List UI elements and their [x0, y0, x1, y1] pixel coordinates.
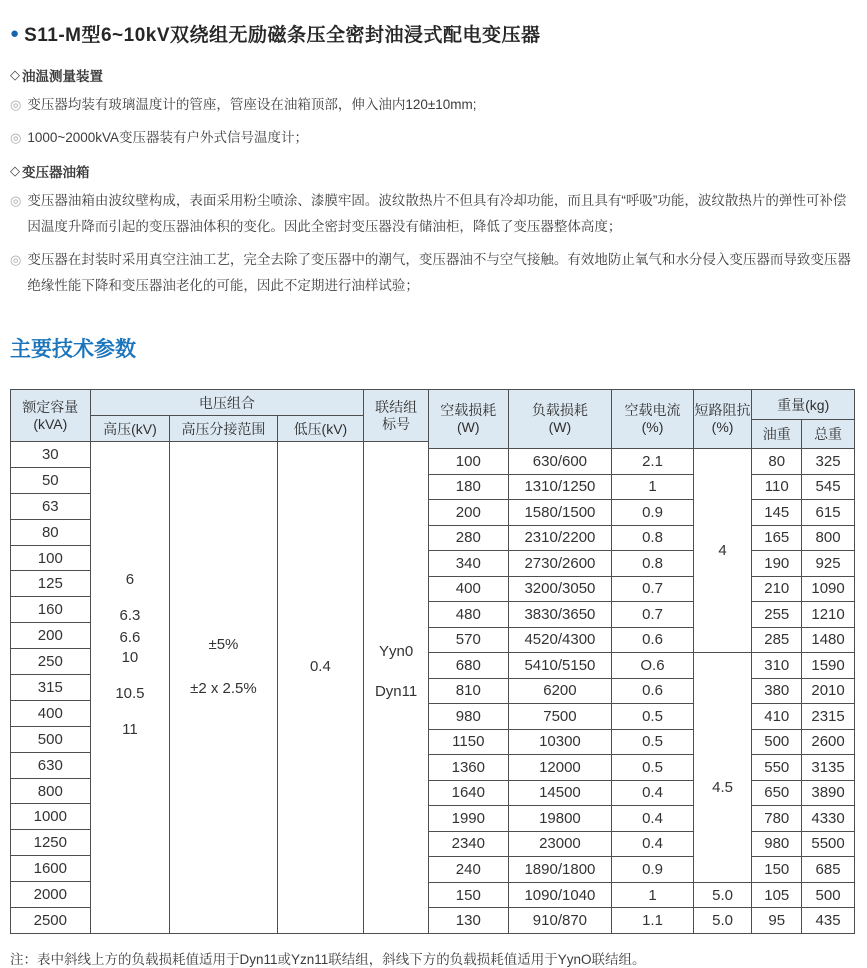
total-weight-cell: 325: [802, 449, 855, 475]
table-row: [429, 780, 855, 806]
noload-cell: 1360: [429, 755, 509, 781]
load-cell: 1310/1250: [508, 474, 612, 500]
col-capacity: [11, 390, 91, 442]
capacity-cell: 2500: [11, 908, 91, 934]
capacity-cell: 1250: [11, 830, 91, 856]
params-table-left: [10, 389, 429, 934]
load-cell: 2310/2200: [508, 525, 612, 551]
table-row: [429, 474, 855, 500]
capacity-cell: 80: [11, 519, 91, 545]
current-cell: 2.1: [612, 449, 693, 475]
impedance-cell: 4: [693, 449, 752, 653]
oil-weight-cell: 780: [752, 806, 802, 832]
noload-cell: 200: [429, 500, 509, 526]
col-load-line1: 负载损耗: [531, 402, 588, 418]
current-cell: 0.6: [612, 678, 693, 704]
total-weight-cell: 2600: [802, 729, 855, 755]
table-body: [429, 449, 855, 934]
noload-cell: 340: [429, 551, 509, 577]
hv-value: 6.3: [119, 606, 141, 624]
total-weight-cell: 615: [802, 500, 855, 526]
oil-weight-cell: 380: [752, 678, 802, 704]
current-cell: 0.8: [612, 525, 693, 551]
capacity-cell: 2000: [11, 882, 91, 908]
noload-cell: 480: [429, 602, 509, 628]
noload-cell: 2340: [429, 831, 509, 857]
oil-weight-cell: 210: [752, 576, 802, 602]
col-vector-line1: 联结组: [375, 398, 418, 415]
list-item-text: 变压器油箱由波纹壁构成，表面采用粉尘喷涂、漆膜牢固。波纹散热片不但具有冷却功能，而且具有“呼吸”功能，波纹散热片的弹性可补偿因温度升降而引起的变压器油体积的变化。因此全密封变压器没有储油柜，降低了变压器整体高度；: [27, 193, 847, 234]
capacity-cell: 400: [11, 700, 91, 726]
oil-weight-cell: 285: [752, 627, 802, 653]
current-cell: 0.7: [612, 602, 693, 628]
oil-weight-cell: 145: [752, 500, 802, 526]
capacity-cell: 315: [11, 675, 91, 701]
col-tap-range: 高压分接范围: [170, 416, 277, 442]
capacity-cell: 1600: [11, 856, 91, 882]
table-row: [429, 857, 855, 883]
hv-value: 6.6: [119, 628, 141, 646]
table-row: [429, 729, 855, 755]
table-row: [429, 755, 855, 781]
total-weight-cell: 3135: [802, 755, 855, 781]
col-load-line2: (W): [548, 419, 572, 435]
list-item-text: 变压器均装有玻璃温度计的管座，管座设在油箱顶部，伸入油内120±10mm;: [27, 97, 477, 112]
current-cell: 0.5: [612, 704, 693, 730]
current-cell: 1: [612, 882, 693, 908]
noload-cell: 180: [429, 474, 509, 500]
noload-cell: 1640: [429, 780, 509, 806]
total-weight-cell: 925: [802, 551, 855, 577]
table-row: [429, 576, 855, 602]
capacity-cell: 100: [11, 545, 91, 571]
noload-cell: 810: [429, 678, 509, 704]
vector-value: Yyn0: [378, 642, 414, 660]
load-cell: 10300: [508, 729, 612, 755]
table-body: [11, 442, 429, 934]
header-row: [11, 390, 429, 416]
table-footnote: 注：表中斜线上方的负载损耗值适用于Dyn11或Yzn11联结组，斜线下方的负载损耗值适用于YynO联结组。: [10, 952, 646, 967]
col-impedance: [693, 390, 752, 449]
oil-weight-cell: 110: [752, 474, 802, 500]
noload-cell: 100: [429, 449, 509, 475]
table-row: [429, 627, 855, 653]
load-cell: 6200: [508, 678, 612, 704]
current-cell: 0.9: [612, 857, 693, 883]
table-row: [429, 602, 855, 628]
technical-parameters-table: [10, 389, 855, 934]
table-row: [429, 449, 855, 475]
circle-bullet-icon: ◎: [10, 193, 22, 208]
noload-cell: 1150: [429, 729, 509, 755]
current-cell: 0.8: [612, 551, 693, 577]
params-table-right: [428, 389, 855, 934]
section-heading-oil-temp: [10, 65, 855, 85]
capacity-cell: 125: [11, 571, 91, 597]
col-noload-line2: (W): [457, 419, 480, 435]
current-cell: 1.1: [612, 908, 693, 934]
table-row: [429, 653, 855, 679]
header-row: [429, 390, 855, 420]
oil-weight-cell: 80: [752, 449, 802, 475]
capacity-cell: 30: [11, 442, 91, 468]
tap-range-cell: [170, 442, 277, 934]
table-row: [429, 678, 855, 704]
capacity-cell: 630: [11, 752, 91, 778]
impedance-cell: 4.5: [693, 653, 752, 883]
capacity-cell: 160: [11, 597, 91, 623]
oil-weight-cell: 95: [752, 908, 802, 934]
hv-value: 11: [122, 720, 138, 738]
col-lv: 低压(kV): [277, 416, 364, 442]
col-impedance-line1: 短路阻抗: [694, 402, 751, 418]
capacity-cell: 800: [11, 778, 91, 804]
col-current-line1: 空载电流: [624, 402, 681, 418]
list-item: [10, 247, 855, 299]
circle-bullet-icon: ◎: [10, 97, 22, 112]
oil-weight-cell: 255: [752, 602, 802, 628]
oil-weight-cell: 550: [752, 755, 802, 781]
table-row: [429, 806, 855, 832]
load-cell: 12000: [508, 755, 612, 781]
table-row: [429, 704, 855, 730]
bullet-icon: ●: [10, 25, 20, 42]
tap-value: ±2 x 2.5%: [190, 679, 257, 697]
capacity-cell: 50: [11, 467, 91, 493]
total-weight-cell: 4330: [802, 806, 855, 832]
table-header: [429, 390, 855, 449]
oil-weight-cell: 500: [752, 729, 802, 755]
total-weight-cell: 1590: [802, 653, 855, 679]
capacity-cell: 500: [11, 726, 91, 752]
noload-cell: 400: [429, 576, 509, 602]
impedance-cell: 5.0: [693, 882, 752, 908]
total-weight-cell: 685: [802, 857, 855, 883]
total-weight-cell: 545: [802, 474, 855, 500]
section-heading-text: 变压器油箱: [22, 165, 90, 180]
impedance-cell: 5.0: [693, 908, 752, 934]
noload-cell: 280: [429, 525, 509, 551]
section-heading-text: 油温测量装置: [22, 69, 103, 84]
hv-value: 6: [125, 570, 135, 588]
vector-group-cell: [364, 442, 429, 934]
col-current-line2: (%): [641, 419, 664, 435]
list-item: [10, 92, 855, 118]
current-cell: 0.5: [612, 755, 693, 781]
load-cell: 5410/5150: [508, 653, 612, 679]
total-weight-cell: 1480: [802, 627, 855, 653]
load-cell: 2730/2600: [508, 551, 612, 577]
current-cell: 0.4: [612, 806, 693, 832]
oil-weight-cell: 150: [752, 857, 802, 883]
load-cell: 1890/1800: [508, 857, 612, 883]
col-vector-line2: 标号: [382, 415, 411, 432]
table-row: [429, 551, 855, 577]
load-cell: 23000: [508, 831, 612, 857]
capacity-cell: 1000: [11, 804, 91, 830]
current-cell: 0.5: [612, 729, 693, 755]
col-oil-weight: 油重: [752, 420, 802, 449]
hv-values-cell: [90, 442, 170, 934]
col-total-weight: 总重: [802, 420, 855, 449]
noload-cell: 150: [429, 882, 509, 908]
current-cell: 0.4: [612, 780, 693, 806]
tap-value: ±5%: [208, 635, 239, 653]
section-heading-oil-tank: [10, 161, 855, 181]
load-cell: 1090/1040: [508, 882, 612, 908]
current-cell: 0.7: [612, 576, 693, 602]
total-weight-cell: 2315: [802, 704, 855, 730]
list-item-text: 变压器在封装时采用真空注油工艺，完全去除了变压器中的潮气，变压器油不与空气接触。有效地防止氧气和水分侵入变压器而导致变压器绝缘性能下降和变压器油老化的可能，因此不定期进行油样试验；: [27, 252, 851, 293]
current-cell: 0.6: [612, 627, 693, 653]
list-item-text: 1000~2000kVA变压器装有户外式信号温度计；: [27, 130, 309, 145]
col-noload-current: [612, 390, 693, 449]
total-weight-cell: 2010: [802, 678, 855, 704]
circle-bullet-icon: ◎: [10, 252, 22, 267]
load-cell: 630/600: [508, 449, 612, 475]
params-section-title: 主要技术参数: [10, 338, 136, 361]
col-voltage-combo: 电压组合: [90, 390, 364, 416]
table-row: [429, 882, 855, 908]
col-load-loss: [508, 390, 612, 449]
capacity-cell: 200: [11, 623, 91, 649]
capacity-cell: 250: [11, 649, 91, 675]
load-cell: 1580/1500: [508, 500, 612, 526]
col-noload-loss: [429, 390, 509, 449]
table-row: [429, 525, 855, 551]
oil-weight-cell: 650: [752, 780, 802, 806]
table-row: [429, 908, 855, 934]
col-weight: 重量(kg): [752, 390, 855, 420]
table-row: [429, 500, 855, 526]
load-cell: 14500: [508, 780, 612, 806]
vector-value: Dyn11: [374, 682, 418, 700]
total-weight-cell: 435: [802, 908, 855, 934]
oil-weight-cell: 190: [752, 551, 802, 577]
noload-cell: 680: [429, 653, 509, 679]
page-title: [10, 20, 855, 47]
lv-value-cell: [277, 442, 364, 934]
oil-weight-cell: 980: [752, 831, 802, 857]
col-vector-group: [364, 390, 429, 442]
total-weight-cell: 500: [802, 882, 855, 908]
hv-value: 10: [121, 648, 139, 666]
current-cell: O.6: [612, 653, 693, 679]
col-impedance-line2: (%): [711, 419, 734, 435]
load-cell: 3830/3650: [508, 602, 612, 628]
noload-cell: 980: [429, 704, 509, 730]
oil-weight-cell: 310: [752, 653, 802, 679]
circle-bullet-icon: ◎: [10, 130, 22, 145]
col-capacity-line2: (kVA): [33, 415, 68, 432]
diamond-icon: ◇: [10, 67, 20, 82]
load-cell: 3200/3050: [508, 576, 612, 602]
noload-cell: 1990: [429, 806, 509, 832]
current-cell: 0.4: [612, 831, 693, 857]
table-row: [11, 442, 429, 468]
list-item: [10, 188, 855, 240]
hv-value: 10.5: [115, 684, 145, 702]
list-item: [10, 125, 855, 151]
table-row: [429, 831, 855, 857]
load-cell: 910/870: [508, 908, 612, 934]
col-hv: 高压(kV): [90, 416, 170, 442]
col-capacity-line1: 额定容量: [22, 398, 79, 415]
noload-cell: 240: [429, 857, 509, 883]
col-noload-line1: 空载损耗: [440, 402, 497, 418]
load-cell: 4520/4300: [508, 627, 612, 653]
lv-value: 0.4: [309, 658, 331, 675]
oil-weight-cell: 105: [752, 882, 802, 908]
page-title-text: S11-M型6~10kV双绕组无励磁条压全密封油浸式配电变压器: [24, 25, 541, 46]
total-weight-cell: 5500: [802, 831, 855, 857]
total-weight-cell: 1210: [802, 602, 855, 628]
current-cell: 1: [612, 474, 693, 500]
table-header: [11, 390, 429, 442]
noload-cell: 130: [429, 908, 509, 934]
oil-weight-cell: 165: [752, 525, 802, 551]
total-weight-cell: 3890: [802, 780, 855, 806]
capacity-cell: 63: [11, 493, 91, 519]
load-cell: 19800: [508, 806, 612, 832]
oil-weight-cell: 410: [752, 704, 802, 730]
total-weight-cell: 800: [802, 525, 855, 551]
total-weight-cell: 1090: [802, 576, 855, 602]
current-cell: 0.9: [612, 500, 693, 526]
load-cell: 7500: [508, 704, 612, 730]
diamond-icon: ◇: [10, 163, 20, 178]
noload-cell: 570: [429, 627, 509, 653]
